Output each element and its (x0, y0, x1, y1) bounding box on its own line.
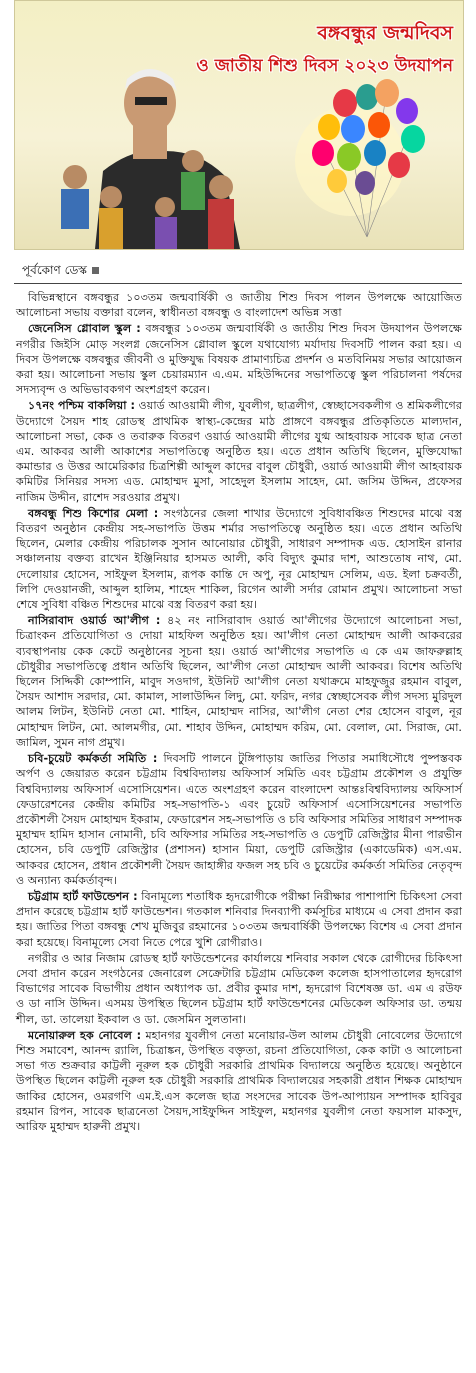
paragraph-shishu-mela (16, 506, 462, 612)
paragraph-heading: বঙ্গবন্ধু শিশু কিশোর মেলা : (28, 506, 159, 520)
paragraph-heading: মনোয়ারুল হক নোবেল : (28, 1028, 142, 1042)
paragraph-heading: নাসিরাবাদ ওয়ার্ড আ'লীগ : (28, 614, 161, 628)
paragraph-heading: ১৭নং পশ্চিম বাকলিয়া : (28, 399, 135, 413)
paragraph-text: মহানগর যুবলীগ নেতা মনোয়ার-উল আলম চৌধুরী নোবেলের উদ্যোগে শিশু সমাবেশ, আনন্দ র‌্যালি, চিত্রাঙ্কন, উপস্থিত বক্তৃতা, রচনা প্রতিযোগিতা, কেক কাটা ও আলোচনা সভা গত শুক্রবার কাট্টলী নূরুল হক চৌধুরী সরকারি প্রাথমিক বিদ্যালয়ে অনুষ্ঠিত হয়েছে। অনুষ্ঠানে উপস্থিত ছিলেন কাট্টলী নূরুল হক চৌধুরী সরকারি প্রাথমিক বিদ্যালয়ের সহকারী প্রধান শিক্ষক মোহাম্মদ জাকির হোসেন, ওমরগণি এম.ই.এস কলেজ ছাত্র সংসদের সাবেক উপ-আপ্যায়ন সম্পাদক হাবিবুর রহমান রিপন, সাবেক ছাত্রনেতা সৈয়দ,সাইফুদ্দিন সাইফুল, মহানগর যুবলীগ নেতা ফয়সাল মাকসুদ, আরিফ মুহাম্মদ হারুনী প্রমুখ। (16, 1028, 463, 1133)
paragraph-nasirabad (16, 613, 462, 750)
paragraph-genesis (16, 321, 462, 397)
byline-text: পূর্বকোণ ডেস্ক (22, 263, 87, 277)
paragraph-nobel (16, 1028, 462, 1134)
banner-title-line2: ও জাতীয় শিশু দিবস ২০২৩ উদযাপন (196, 56, 453, 76)
byline (22, 262, 99, 282)
banner-title-line1: বঙ্গবন্ধুর জন্মদিবস (317, 22, 453, 44)
paragraph-text: ওয়ার্ড আওয়ামী লীগ, যুবলীগ, ছাত্রলীগ, স্বেচ্ছাসেবকলীগ ও শ্রমিকলীগের উদ্যোগে সৈয়দ শাহ রোডস্থ প্রাথমিক স্বাস্থ্য-কেন্দ্রের মাঠ প্রাঙ্গণে বঙ্গবন্ধুর প্রতিকৃতিতে মাল্যদান, আলোচনা সভা, কেক ও তবারুক বিতরণ ওয়ার্ড আওয়ামী লীগের যুগ্ম আহবায়ক সাবেক ছাত্র নেতা এম. আকবর আলী আকাশের সভাপতিত্বে অনুষ্ঠিত হয়। এতে প্রধান অতিথি ছিলেন, মুক্তিযোদ্ধা কমান্ডার ও উত্তর আমেরিকার চিত্রশিল্পী আব্দুল কাদের বাবুল চৌধুরী, ওয়ার্ড আওয়ামী লীগ আহবায়ক কমিটির সিনিয়র সদস্য এড. মোহাম্মদ মুসা, সাহেদুল ইসলাম সাহেদ, মো. জসিম উদ্দিন, প্রফেসর নাজিম উদ্দীন, রাশেদ সরওয়ার প্রমুখ। (16, 399, 462, 504)
paragraph-text: বিনামূল্যে শতাধিক হৃদরোগীকে পরীক্ষা নিরীক্ষার পাশাপাশি চিকিৎসা সেবা প্রদান করেছে চট্টগ্রাম হার্ট ফাউন্ডেশন। গতকাল শনিবার দিনব্যাপী কর্মসূচির মাধ্যমে এ সেবা প্রদান করা হয়। জাতির পিতা বঙ্গবন্ধু শেখ মুজিবুর রহমানের ১০৩তম জন্মবার্ষিকী উপলক্ষ্যে বিশেষ এ সেবা প্রদান করা হয়েছে। বিনামূল্যে সেবা নিতে পেরে খুশি রোগীরাও। (16, 889, 462, 949)
paragraph-intro (16, 290, 462, 320)
paragraph-heart-foundation-cont (16, 951, 462, 1027)
banner-image (14, 0, 464, 250)
paragraph-heading: জেনেসিস গ্লোবাল স্কুল : (28, 322, 141, 336)
square-bullet-icon (92, 267, 99, 274)
paragraph-cu-cuet (16, 751, 462, 888)
paragraph-text: বঙ্গবন্ধুর ১০৩তম জন্মবার্ষিকী ও জাতীয় শিশু দিবস উদযাপন উপলক্ষে নগরীর জিইসি মোড় সংলগ্ন জেনেসিস গ্লোবাল স্কুলে যথাযোগ্য মর্যাদায় দিবসটি পালন করা হয়। এ দিবস উপলক্ষে বঙ্গবন্ধুর জীবনী ও মুক্তিযুদ্ধ বিষয়ক প্রামাণ্যচিত্র প্রদর্শন ও মতবিনিময় সভার আয়োজন করা হয়। আলোচনা সভায় স্কুল চেয়ারম্যান এ.এম. মহিউদ্দিনের সভাপতিত্বে স্কুল পরিচালনা পর্ষদের সদস্যবৃন্দ ও অভিভাবকগণ অংশগ্রহণ করেন। (16, 322, 462, 397)
divider (14, 283, 462, 284)
paragraph-text: বিভিন্নস্থানে বঙ্গবন্ধুর ১০৩তম জন্মবার্ষিকী ও জাতীয় শিশু দিবস পালন উপলক্ষে আয়োজিত আলোচনা সভায় বক্তারা বলেন, স্বাধীনতা বঙ্গবন্ধু ও বাংলাদেশ অভিন্ন সত্তা (16, 291, 462, 320)
paragraph-text: ৪২ নং নাসিরাবাদ ওয়ার্ড আ'লীগের উদ্যোগে আলোচনা সভা, চিত্রাংকন প্রতিযোগিতা ও দোয়া মাহফিল অনুষ্ঠিত হয়। আ'লীগ নেতা মোহাম্মদ আলী আকবরের ব্যবস্থাপনায় কেক কেটে অনুষ্ঠানের সূচনা হয়। ওয়ার্ড আ'লীগের সভাপতি এ কে এম জাফরুল্লাহ চৌধুরীর সভাপতিত্বে প্রধান অতিথি ছিলেন, আ'লীগ নেতা মোহাম্মদ আলী আকবর। বিশেষ অতিথি ছিলেন সিদ্দিকী কোম্পানি, মাবুদ সওদাগ, ইউনিট আ'লীগ নেতা যথাক্রমে মাহফুজুর রহমান বাবুল, সৈয়দ আশাদ সরদার, মো. কামাল, সালাউদ্দিন লিদু, মো. ফরিদ, নগর স্বেচ্ছাসেবক লীগ সদস্য মুরিদুল আলম লিটন, ইউনিট নেতা মো. শাহিন, মোহাম্মদ নাসির, আ'লীগ নেতা শের হোসেন বাবুল, নূর মোহাম্মদ লিটন, মো. আলমগীর, মো. শাহাব উদ্দিন, মোহাম্মদ করিম, মো. বেলাল, মো. সিরাজ, মো. জামিল, সুমন নাগ প্রমুখ। (16, 614, 462, 749)
paragraph-heading: চট্টগ্রাম হার্ট ফাউন্ডেশন : (28, 889, 138, 903)
paragraph-heading: চবি-চুয়েট কর্মকর্তা সমিতি : (28, 752, 158, 766)
paragraph-heart-foundation (16, 889, 462, 950)
paragraph-text: সংগঠনের জেলা শাখার উদ্যোগে সুবিধাবঞ্চিত শিশুদের মাঝে বস্ত্র বিতরণ অনুষ্ঠান কেন্দ্রীয় সহ-সভাপতি উত্তম শর্মার সভাপতিত্বে অনুষ্ঠিত হয়। এতে প্রধান অতিথি ছিলেন, মেলার কেন্দ্রীয় পরিচালক সুসান আনোয়ার চৌধুরী, সাধারণ সম্পাদক এড. হোসাইন রানার সঞ্চালনায় বক্তব্য রাখেন ইঞ্জিনিয়ার হাসমত আলী, কবি বিদ্যুৎ কুমার দাশ, আশুতোষ নাথ, মো. দেলোয়ার হোসেন, সাইফুল ইসলাম, রূপক কান্তি দে অপু, নূর মোহাম্মদ সেলিম, এড. ইলা চক্রবর্তী, লিপি দেওয়ানজী, আব্দুল হালিম, শাহেদ শাকিল, রিগেন আলী সর্দার রোমান প্রমুখ। আলোচনা সভা শেষে সুবিধা বঞ্চিত শিশুদের মাঝে বস্ত্র বিতরণ করা হয়। (16, 506, 463, 612)
article-body (16, 290, 462, 1135)
paragraph-bakalia (16, 398, 462, 504)
paragraph-text: দিবসটি পালনে টুঙ্গিপাড়ায় জাতির পিতার সমাধিসৌধে পুষ্পস্তবক অর্পণ ও জেয়ারত করেন চট্টগ্রাম বিশ্ববিদ্যালয় অফিসার্স সমিতি এবং চট্টগ্রাম প্রকৌশল ও প্রযুক্তি বিশ্ববিদ্যালয় অফিসার্স এসোসিয়েশন। এতে অংশগ্রহণ করেন বাংলাদেশ আন্তঃবিশ্ববিদ্যালয় অফিসার্স ফেডারেশনের কেন্দ্রীয় কমিটির সহ-সভাপতি-১ এবং চুয়েট অফিসার্স এসোসিয়েশনের সভাপতি প্রকৌশলী সৈয়দ মোহাম্মদ ইকরাম, ফেডারেশন সহ-সভাপতি ও চবি অফিসার সমিতির সাধারণ সম্পাদক মুহাম্মদ হামিদ হাসান নোমানী, চবি অফিসার সমিতির সহ-সভাপতি ও ডেপুটি রেজিস্ট্রার মীনা পারভীন হোসেন, চবি ডেপুটি রেজিস্ট্রার (প্রশাসন) হাসান মিয়া, ডেপুটি রেজিস্ট্রার (একাডেমিক) এস.এম. আকবর হোসেন, প্রধান প্রকৌশলী সৈয়দ জাহাঙ্গীর ফজল সহ চবি ও চুয়েটের কর্মকর্তা সমিতির নেতৃবৃন্দ ও অন্যান্য কর্মকর্তাবৃন্দ। (16, 752, 462, 887)
paragraph-text: নগরীর ও আর নিজাম রোডস্থ হার্ট ফাউন্ডেশনের কার্যালয়ে শনিবার সকাল থেকে রোগীদের চিকিৎসা সেবা প্রদান করেন সংগঠনের জেনারেল সেক্রেটারি চট্টগ্রাম মেডিকেল কলেজ হাসপাতালের হৃদরোগ বিভাগের সাবেক বিভাগীয় প্রধান অধ্যাপক ডা. প্রবীর কুমার দাশ, হৃদরোগ বিশেষজ্ঞ ডা. এম এ রউফ ও ডা নাসি উদ্দিন। এসময় উপস্থিত ছিলেন চট্টগ্রাম হার্ট ফাউন্ডেশনের মেডিকেল অফিসার ডা. তন্ময় শীল, ডা. তালেয়া ইকবাল ও ডা. জেসমিন সুলতানা। (16, 951, 462, 1026)
